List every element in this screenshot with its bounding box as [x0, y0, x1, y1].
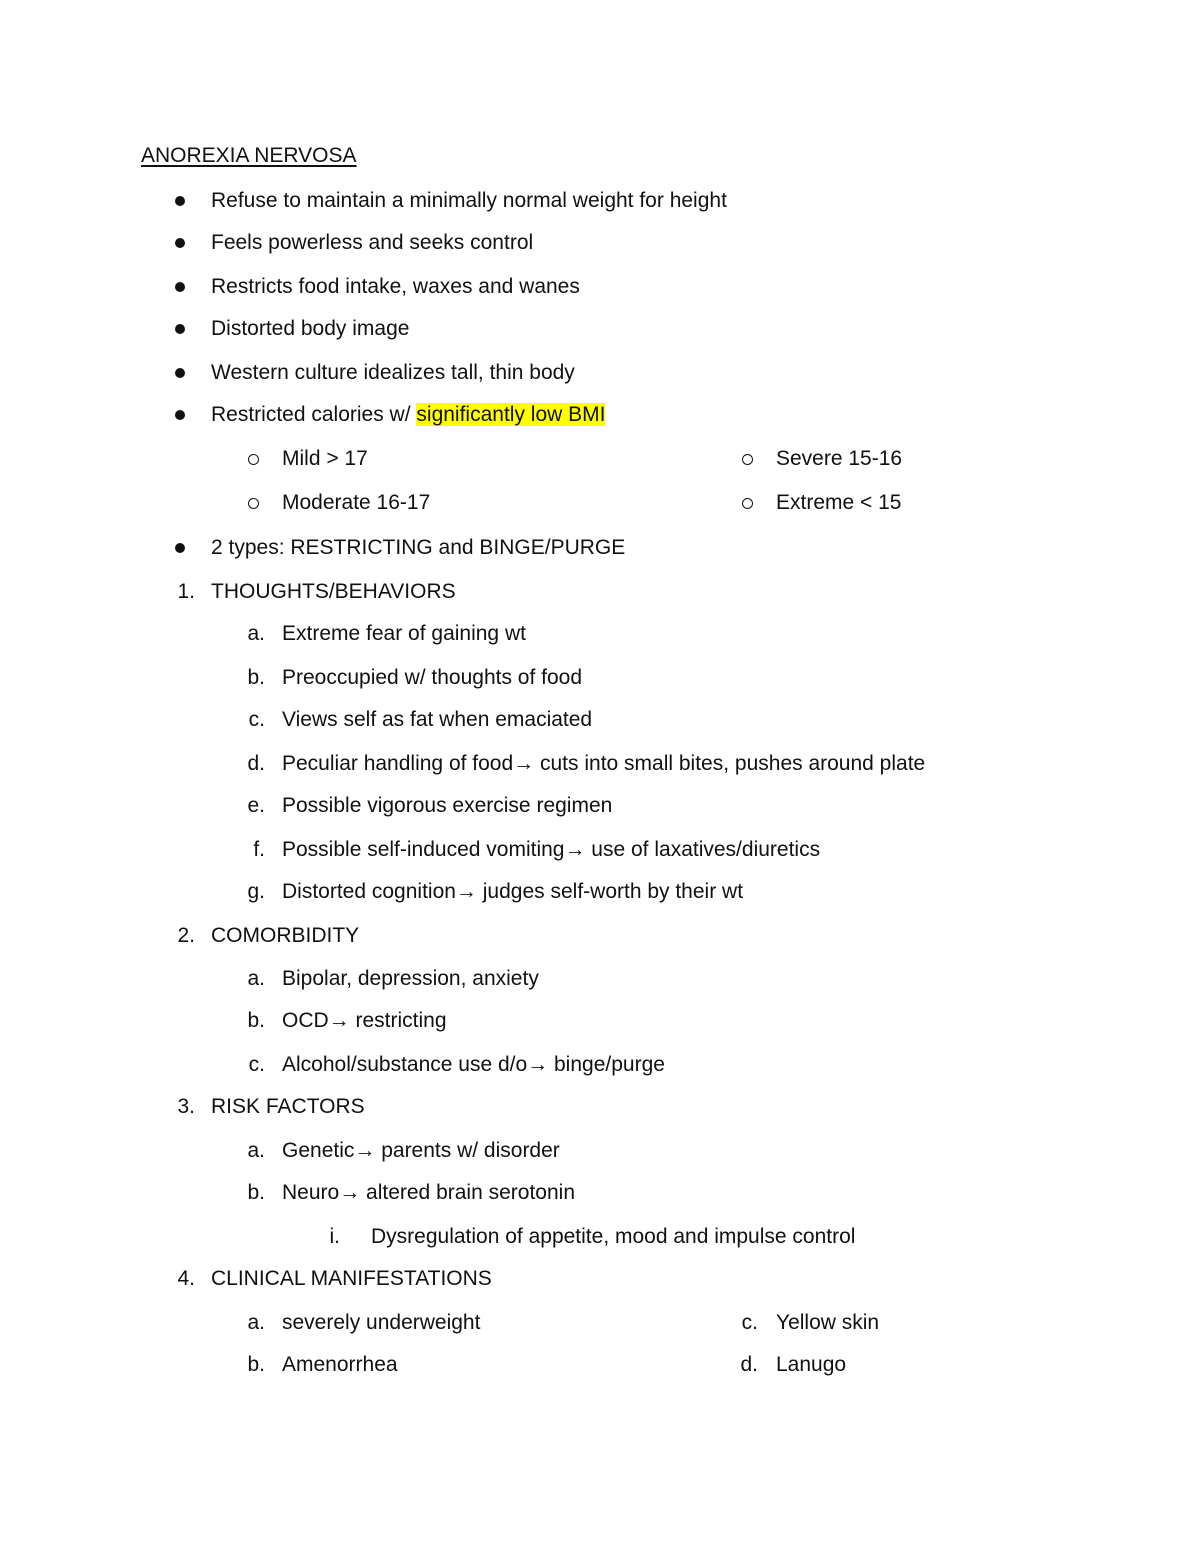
list-marker: a.: [247, 967, 265, 990]
list-marker: b.: [247, 666, 265, 689]
list-item: Views self as fat when emaciated: [282, 708, 593, 731]
bullet-icon: [175, 196, 185, 206]
bullet-item: Distorted body image: [211, 317, 410, 340]
list-item: Possible vigorous exercise regimen: [282, 794, 613, 817]
list-marker: d.: [740, 1353, 758, 1376]
list-marker: c.: [248, 1053, 265, 1076]
document-title: ANOREXIA NERVOSA: [141, 144, 357, 167]
list-item: Yellow skin: [776, 1311, 880, 1334]
bullet-item-types: 2 types: RESTRICTING and BINGE/PURGE: [211, 536, 626, 559]
bullet-item: Restricts food intake, waxes and wanes: [211, 275, 580, 298]
list-marker: d.: [247, 752, 265, 775]
bullet-icon: [175, 324, 185, 334]
bmi-level: Severe 15-16: [776, 447, 903, 470]
circle-bullet-icon: [248, 498, 259, 509]
list-item: Neuro→ altered brain serotonin: [282, 1181, 575, 1204]
section-number: 2.: [177, 924, 195, 947]
section-heading: COMORBIDITY: [211, 924, 360, 947]
bullet-item: Refuse to maintain a minimally normal weight for height: [211, 189, 727, 212]
bmi-level: Moderate 16-17: [282, 491, 431, 514]
list-item: Preoccupied w/ thoughts of food: [282, 666, 583, 689]
bullet-icon: [175, 543, 185, 553]
list-marker: b.: [247, 1353, 265, 1376]
list-marker: a.: [247, 622, 265, 645]
list-item: Possible self-induced vomiting→ use of laxatives/diuretics: [282, 838, 821, 861]
section-number: 3.: [177, 1095, 195, 1118]
bullet-icon: [175, 282, 185, 292]
bullet-item: Feels powerless and seeks control: [211, 231, 534, 254]
bmi-level: Mild > 17: [282, 447, 368, 470]
list-item: Extreme fear of gaining wt: [282, 622, 526, 645]
highlighted-text: significantly low BMI: [416, 403, 606, 426]
bullet-item: Western culture idealizes tall, thin body: [211, 361, 575, 384]
section-heading: RISK FACTORS: [211, 1095, 365, 1118]
list-item: Peculiar handling of food→ cuts into small bites, pushes around plate: [282, 752, 926, 775]
list-item: Genetic→ parents w/ disorder: [282, 1139, 560, 1162]
circle-bullet-icon: [742, 498, 753, 509]
list-marker: a.: [247, 1139, 265, 1162]
bmi-prefix: Restricted calories w/: [211, 403, 417, 426]
list-item: OCD→ restricting: [282, 1009, 447, 1032]
bullet-icon: [175, 238, 185, 248]
section-number: 1.: [177, 580, 195, 603]
bmi-level: Extreme < 15: [776, 491, 902, 514]
list-marker: i.: [329, 1225, 340, 1248]
section-heading: CLINICAL MANIFESTATIONS: [211, 1267, 492, 1290]
list-marker: c.: [741, 1311, 758, 1334]
list-item: Lanugo: [776, 1353, 847, 1376]
list-marker: b.: [247, 1009, 265, 1032]
section-number: 4.: [177, 1267, 195, 1290]
list-marker: c.: [248, 708, 265, 731]
circle-bullet-icon: [742, 454, 753, 465]
bullet-icon: [175, 368, 185, 378]
bullet-icon: [175, 410, 185, 420]
list-item: Distorted cognition→ judges self-worth by their wt: [282, 880, 744, 903]
list-marker: f.: [253, 838, 265, 861]
list-subitem: Dysregulation of appetite, mood and impulse control: [371, 1225, 856, 1248]
list-item: Alcohol/substance use d/o→ binge/purge: [282, 1053, 665, 1076]
circle-bullet-icon: [248, 454, 259, 465]
list-marker: g.: [247, 880, 265, 903]
list-item: Bipolar, depression, anxiety: [282, 967, 539, 990]
bullet-item-bmi: [211, 402, 605, 428]
list-marker: e.: [247, 794, 265, 817]
list-marker: a.: [247, 1311, 265, 1334]
list-item: severely underweight: [282, 1311, 481, 1334]
list-marker: b.: [247, 1181, 265, 1204]
section-heading: THOUGHTS/BEHAVIORS: [211, 580, 456, 603]
list-item: Amenorrhea: [282, 1353, 398, 1376]
